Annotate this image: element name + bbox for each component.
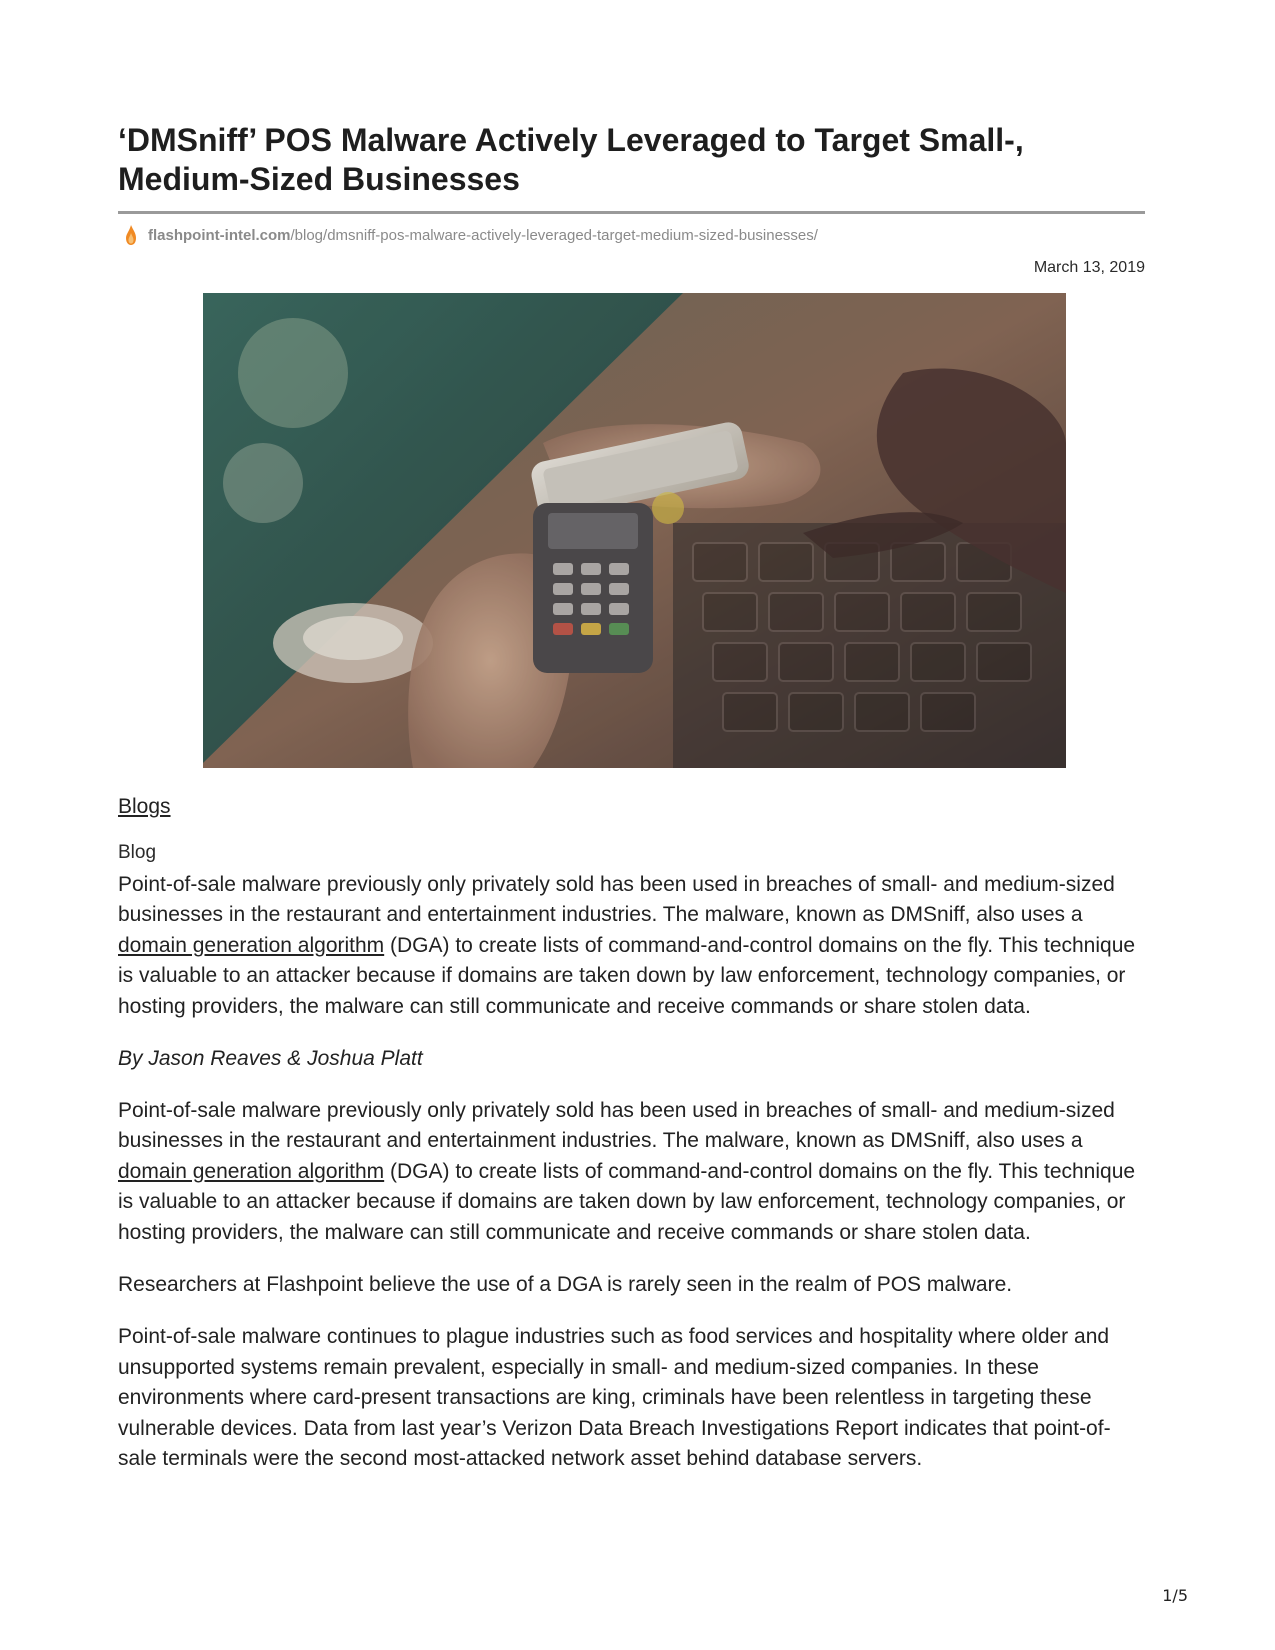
category-link-blogs[interactable]: Blogs bbox=[118, 795, 171, 818]
article-title: ‘DMSniff’ POS Malware Actively Leveraged to Target Small-, Medium-Sized Businesses bbox=[118, 122, 1024, 197]
intro-paragraph bbox=[118, 870, 1145, 1022]
hero-image bbox=[203, 293, 1066, 768]
source-url[interactable] bbox=[118, 224, 1145, 246]
body-text-start: Point-of-sale malware previously only privately sold has been used in breaches of small- and medium-sized businesses in the restaurant and entertainment industries. The malware, known as DMSniff, also uses a bbox=[118, 1099, 1115, 1153]
dga-link-body[interactable]: domain generation algorithm bbox=[118, 1159, 385, 1183]
intro-text-start: Point-of-sale malware previously only privately sold has been used in breaches of small- and medium-sized businesses in the restaurant and entertainment industries. The malware, known as DMSniff, also uses a bbox=[118, 873, 1115, 927]
author-byline: By Jason Reaves & Joshua Platt bbox=[118, 1047, 423, 1071]
flame-icon bbox=[124, 224, 138, 246]
dga-link[interactable]: domain generation algorithm bbox=[118, 933, 385, 957]
publish-date: March 13, 2019 bbox=[1033, 259, 1145, 276]
page-number: 1/5 bbox=[1162, 1586, 1188, 1605]
source-path[interactable]: /blog/dmsniff-pos-malware-actively-leveraged-target-medium-sized-businesses/ bbox=[290, 226, 818, 244]
body-text-end: (DGA) to create lists of command-and-control domains on the fly. This technique is valuable to an attacker because if domains are taken down by law enforcement, technology companies, or hosting providers, the malware can still communicate and receive commands or share stolen data. bbox=[118, 1159, 1136, 1244]
hero-illustration bbox=[203, 293, 1066, 768]
title-divider bbox=[118, 211, 1145, 214]
body-paragraph-3: Point-of-sale malware continues to plague industries such as food services and hospitality where older and unsupported systems remain prevalent, especially in small- and medium-sized companies. In these environments where card-present transactions are king, criminals have been relentless in targeting these vulnerable devices. Data from last year’s Verizon Data Breach Investigations Report indicates that point-of-sale terminals were the second most-attacked network asset behind database servers. bbox=[118, 1325, 1111, 1471]
category-label: Blog bbox=[118, 842, 157, 863]
intro-text-end: (DGA) to create lists of command-and-control domains on the fly. This technique is valuable to an attacker because if domains are taken down by law enforcement, technology companies, or hosting providers, the malware can still communicate and receive commands or share stolen data. bbox=[118, 933, 1136, 1018]
source-domain[interactable]: flashpoint-intel.com bbox=[148, 226, 291, 244]
body-paragraph-1 bbox=[118, 1096, 1145, 1248]
article-page bbox=[118, 121, 1145, 1475]
body-paragraph-2: Researchers at Flashpoint believe the use of a DGA is rarely seen in the realm of POS malware. bbox=[118, 1273, 1013, 1297]
